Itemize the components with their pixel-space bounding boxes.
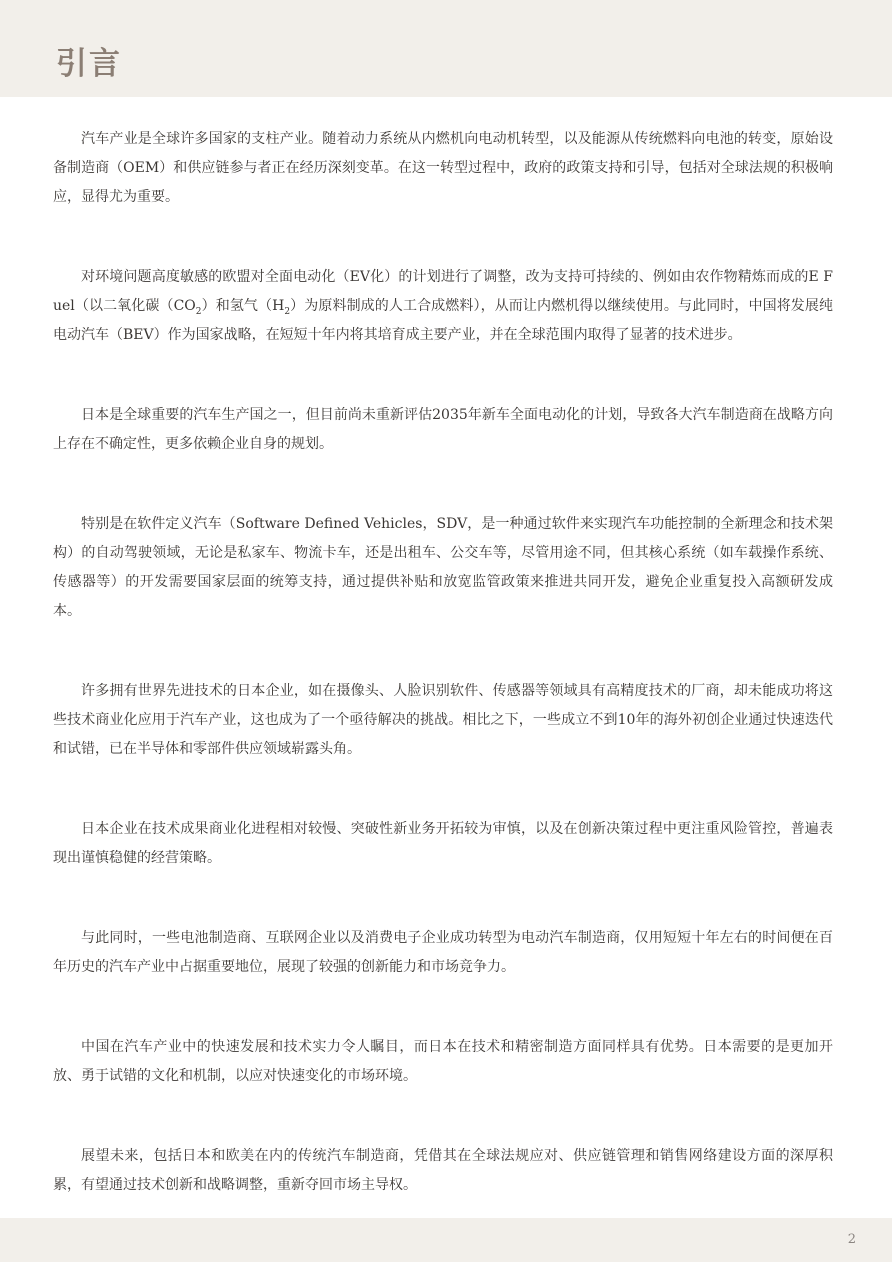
paragraph-sdv: 特别是在软件定义汽车（Software Defined Vehicles，SDV，是一种通过软件来实现汽车功能控制的全新理念和技术架构）的自动驾驶领域，无论是私家车、物流卡车，还是出租车、公交车等，尽管用途不同，但其核心系统（如车载操作系统、传感器等）的开发需要国家层面的统筹支持，通过提供补贴和放宽监管政策来推进共同开发，避免企业重复投入高额研发成本。: [53, 516, 833, 619]
body-text: [53, 125, 833, 1251]
paragraph-new-entrants: 与此同时，一些电池制造商、互联网企业以及消费电子企业成功转型为电动汽车制造商，仅用短短十年左右的时间便在百年历史的汽车产业中占据重要地位，展现了较强的创新能力和市场竞争力。: [53, 930, 833, 975]
paragraph-japan-strategy: 日本是全球重要的汽车生产国之一，但目前尚未重新评估2035年新车全面电动化的计划，导致各大汽车制造商在战略方向上存在不确定性，更多依赖企业自身的规划。: [53, 407, 833, 452]
h2-subscript: 2: [284, 306, 291, 317]
paragraph-eu-china-part1: 对环境问题高度敏感的欧盟对全面电动化（EV化）的计划进行了调整，改为支持可持续的、例如由农作物精炼而成的E Fuel（以二氧化碳（CO: [53, 269, 833, 314]
footer-band: [0, 1218, 892, 1262]
paragraph-business-style: 日本企业在技术成果商业化进程相对较慢、突破性新业务开拓较为审慎，以及在创新决策过程中更注重风险管控，普遍表现出谨慎稳健的经营策略。: [53, 821, 833, 866]
paragraph-eu-china-part3: ）为原料制成的人工合成燃料），从而让内燃机得以继续使用。与此同时，中国将发展纯电动汽车（BEV）作为国家战略，在短短十年内将其培育成主要产业，并在全球范围内取得了显著的技术进步。: [53, 298, 834, 343]
paragraph-eu-china: [53, 263, 833, 350]
paragraph-china-japan: 中国在汽车产业中的快速发展和技术实力令人瞩目，而日本在技术和精密制造方面同样具有优势。日本需要的是更加开放、勇于试错的文化和机制，以应对快速变化的市场环境。: [53, 1039, 833, 1084]
paragraph-outlook: 展望未来，包括日本和欧美在内的传统汽车制造商，凭借其在全球法规应对、供应链管理和销售网络建设方面的深厚积累，有望通过技术创新和战略调整，重新夺回市场主导权。: [53, 1148, 833, 1193]
page-title: 引言: [56, 46, 122, 82]
paragraph-tech-commercialization: 许多拥有世界先进技术的日本企业，如在摄像头、人脸识别软件、传感器等领域具有高精度技术的厂商，却未能成功将这些技术商业化应用于汽车产业，这也成为了一个亟待解决的挑战。相比之下，一些成立不到10年的海外初创企业通过快速迭代和试错，已在半导体和零部件供应领域崭露头角。: [53, 683, 833, 757]
co2-subscript: 2: [195, 306, 202, 317]
paragraph-eu-china-part2: ）和氢气（H: [201, 298, 285, 314]
header-band: [0, 0, 892, 97]
paragraph-intro: 汽车产业是全球许多国家的支柱产业。随着动力系统从内燃机向电动机转型，以及能源从传统燃料向电池的转变，原始设备制造商（OEM）和供应链参与者正在经历深刻变革。在这一转型过程中，政府的政策支持和引导，包括对全球法规的积极响应，显得尤为重要。: [53, 131, 833, 205]
page-number: 2: [847, 1232, 856, 1247]
